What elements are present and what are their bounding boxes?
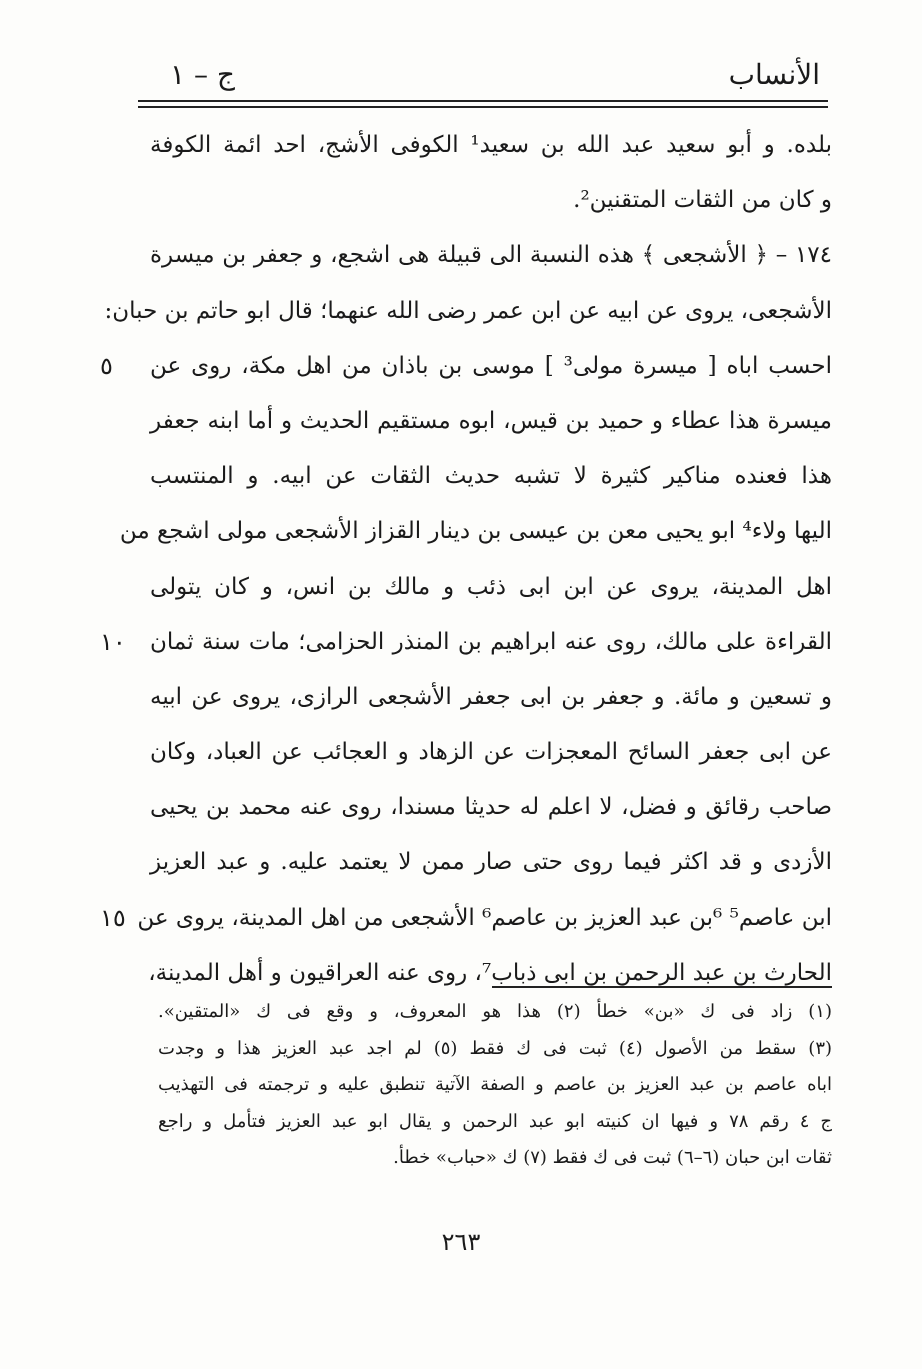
line-number: ١٥ <box>100 903 126 932</box>
text-line: صاحب رقائق و فضل، لا اعلم له حديثا مسندا، روى عنه محمد بن يحيى <box>150 794 832 821</box>
text-line: و كان من الثقات المتقنين². <box>573 187 832 214</box>
text-line: ١٧٤ – ﴿ الأشجعى ﴾ هذه النسبة الى قبيلة هى اشجع، و جعفر بن ميسرة <box>150 242 832 269</box>
text-line: الأزدى و قد اكثر فيما روى حتى صار ممن لا يعتمد عليه. و عبد العزيز <box>150 849 832 876</box>
page-number: ٢٦٣ <box>441 1228 481 1256</box>
footnotes <box>158 994 832 1177</box>
header-rule-top <box>138 100 828 102</box>
footnote-line: ثقات ابن حبان (٦–٦) ثبت فى ك فقط (٧) ك «حباب» خطأ. <box>393 1147 832 1168</box>
text-line: هذا فعنده مناكير كثيرة لا تشبه حديث الثقات عن ابيه. و المنتسب <box>150 463 832 490</box>
text-line: ميسرة هذا عطاء و حميد بن قيس، ابوه مستقيم الحديث و أما ابنه جعفر <box>150 407 832 434</box>
header-rule-bottom <box>138 106 828 108</box>
text-line: الحارث بن عبد الرحمن بن ابى ذباب⁷، روى عنه العراقيون و أهل المدينة، <box>148 959 832 986</box>
text-line: عن ابى جعفر السائح المعجزات عن الزهاد و العجائب عن العباد، وكان <box>150 739 832 766</box>
text-line-content: احسب اباه [ ميسرة مولى³ ] موسى بن باذان من اهل مكة، روى عن <box>150 352 832 379</box>
line-number: ٥ <box>100 351 113 380</box>
footnote-line: اباه عاصم بن عبد العزيز بن عاصم و الصفة الآتية تنطبق عليه و ترجمته فى التهذيب <box>158 1074 832 1095</box>
running-header <box>130 52 830 102</box>
text-line: بلده. و أبو سعيد عبد الله بن سعيد¹ الكوفى الأشج، احد ائمة الكوفة <box>150 132 832 158</box>
text-line-content: القراءة على مالك، روى عنه ابراهيم بن المنذر الحزامى؛ مات سنة ثمان <box>150 628 832 655</box>
text-line-with-number <box>100 339 832 394</box>
text-line-with-number <box>100 615 832 670</box>
header-volume: ج – ١ <box>170 58 235 91</box>
text-line: اهل المدينة، يروى عن ابن ابى ذئب و مالك بن انس، و كان يتولى <box>150 573 832 600</box>
footnote-separator <box>492 986 832 988</box>
text-line-content: ابن عاصم⁵ ⁶بن عبد العزيز بن عاصم⁶ الأشجعى من اهل المدينة، يروى عن <box>137 904 832 931</box>
line-number: ١٠ <box>100 627 126 656</box>
header-title: الأنساب <box>728 58 820 91</box>
text-line: اليها ولاء⁴ ابو يحيى معن بن عيسى بن دينار القزاز الأشجعى مولى اشجع من <box>119 518 832 545</box>
footnote-line: (٣) سقط من الأصول (٤) ثبت فى ك فقط (٥) لم اجد عبد العزيز هذا و وجدت <box>158 1037 833 1059</box>
footnote-line: (١) زاد فى ك «بن» خطأ (٢) هذا هو المعروف، و وقع فى ك «المتقين». <box>158 1001 832 1022</box>
text-line: و تسعين و مائة. و جعفر بن ابى جعفر الأشجعى الرازى، يروى عن ابيه <box>150 683 832 710</box>
text-line-with-number <box>100 891 832 946</box>
text-line: الأشجعى، يروى عن ابيه عن ابن عمر رضى الله عنهما؛ قال ابو حاتم بن حبان: <box>104 297 832 324</box>
footnote-line: ج ٤ رقم ٧٨ و فيها ان كنيته ابو عبد الرحمن و يقال ابو عبد العزيز فتأمل و راجع <box>158 1110 832 1132</box>
main-text <box>100 118 832 1001</box>
